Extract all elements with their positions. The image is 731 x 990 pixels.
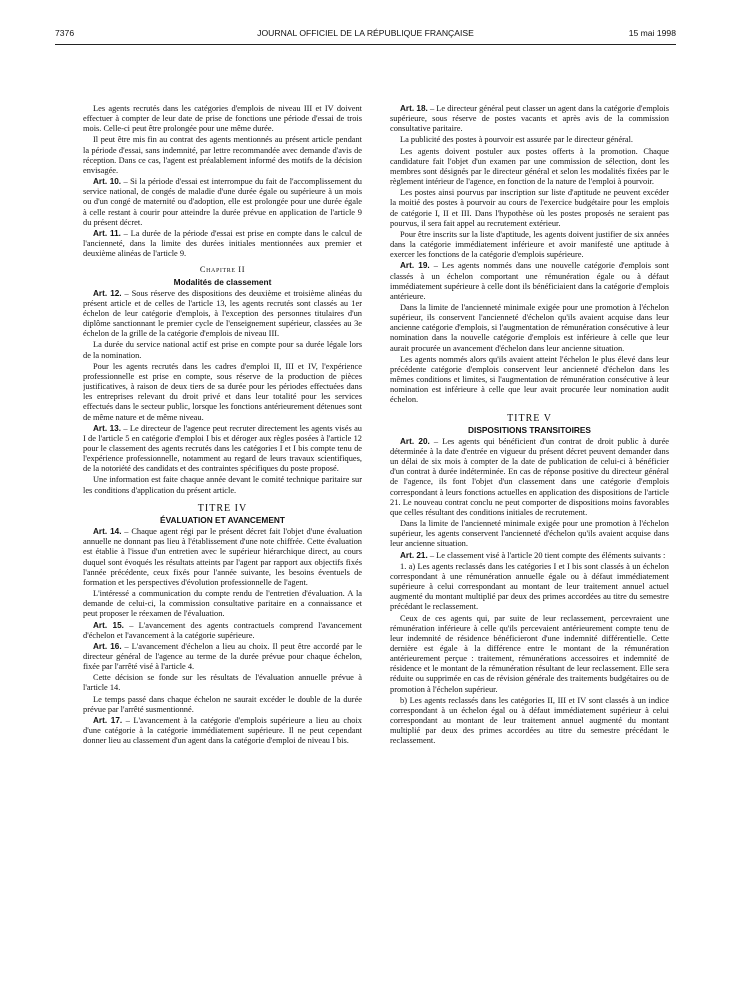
body-paragraph: b) Les agents reclassés dans les catégories II, III et IV sont classés à un indice correspondant à un échelon égal ou à défaut immédiatement supérieur à celui correspondant au montant de leur traitement annuel augmenté du montant multiplié par deux des primes accordées au titre du semestre précédant le reclassement. xyxy=(390,695,669,746)
left-column xyxy=(83,104,362,964)
article-label: Art. 16. xyxy=(93,641,122,651)
body-paragraph: 1. a) Les agents reclassés dans les catégories I et I bis sont classés à un échelon correspondant à une rémunération annuelle égale ou à défaut immédiatement supérieure à celui correspondant au montant de leur traitement annuel actuel augmenté du montant multiplié par deux des primes accordées au titre du semestre précédant le reclassement. xyxy=(390,561,669,612)
body-paragraph: Les agents recrutés dans les catégories d'emplois de niveau III et IV doivent effectuer à compter de leur date de prise de fonctions une période d'essai de trois mois. Celle-ci peut être prolongée pour une même durée. xyxy=(83,104,362,134)
article-label: Art. 14. xyxy=(93,527,122,537)
right-column xyxy=(390,104,669,964)
article-paragraph: Art. 20. – Les agents qui bénéficient d'un contrat de droit public à durée déterminée à la date d'entrée en vigueur du présent décret peuvent demander dans un délai de six mois à compter de la date de publication de celui-ci à bénéficier d'un contrat à durée indéterminée. En cas de réponse positive du directeur général de l'agence, ils font l'objet d'un classement dans une catégorie d'emplois correspondant à leurs fonctions actuelles en application des dispositions de l'article 21. Le nouveau contrat conclu ne peut comporter de dispositions moins favorables que celles résultant des conditions initiales de recrutement. xyxy=(390,436,669,517)
article-text: Chaque agent régi par le présent décret fait l'objet d'une évaluation annuelle ne donnant pas lieu à l'établissement d'une note chiffrée. Cette évaluation est établie à l'issue d'un entretien avec le supérieur hiérarchique direct, au cours duquel sont évoqués les résultats atteints par l'agent par rapport aux objectifs fixés l'année précédente, ceux fixés pour l'année suivante, les besoins éventuels de formation et les perspectives d'évolution professionnelle de l'agent. xyxy=(83,527,362,587)
chapter-heading: Chapitre II xyxy=(199,265,246,275)
article-text: Sous réserve des dispositions des deuxième et troisième alinéas du présent article et de celles de l'article 13, les agents recrutés sont classés au 1er échelon de leur catégorie d'emplois, à l'exception des personnes titulaires d'un diplôme sanctionnant le premier cycle de l'enseignement supérieur, classées au 3e échelon de la grille de la catégorie d'emplois de niveau III. xyxy=(83,288,362,339)
article-label: Art. 21. xyxy=(400,550,428,560)
body-paragraph: Pour les agents recrutés dans les cadres d'emploi II, III et IV, l'expérience professionnelle est prise en compte, sous réserve de la production de pièces justificatives, à raison de deux tiers de sa durée pour les périodes effectuées dans les entreprises relevant du droit privé et dans leur totalité pour les services effectués dans le secteur public, lorsque les fonctions antérieurement détenues sont de même nature et de même niveau. xyxy=(83,361,362,422)
body-paragraph: Le temps passé dans chaque échelon ne saurait excéder le double de la durée prévue par l'arrêté susmentionné. xyxy=(83,694,362,714)
body-paragraph: Une information est faite chaque année devant le comité technique paritaire sur les conditions d'application du présent article. xyxy=(83,475,362,495)
article-label: Art. 13. xyxy=(93,423,121,433)
article-label: Art. 10. xyxy=(93,177,122,187)
body-paragraph: L'intéressé a communication du compte rendu de l'entretien d'évaluation. A la demande de celui-ci, la commission consultative paritaire en a connaissance et peut proposer le réexamen de l'évaluation. xyxy=(83,589,362,619)
publication-date: 15 mai 1998 xyxy=(628,28,676,38)
article-paragraph: Art. 12. – Sous réserve des dispositions des deuxième et troisième alinéas du présent article et de celles de l'article 13, les agents recrutés sont classés au 1er échelon de leur catégorie d'emplois, à l'exception des personnes titulaires d'un diplôme sanctionnant le premier cycle de l'enseignement supérieur, classées au 3e échelon de la grille de la catégorie d'emplois de niveau III. xyxy=(83,288,362,339)
body-paragraph: Cette décision se fonde sur les résultats de l'évaluation annuelle prévue à l'article 14. xyxy=(83,673,362,693)
body-paragraph: Pour être inscrits sur la liste d'aptitude, les agents doivent justifier de six années dans la catégorie immédiatement inférieure et avoir manifesté une aptitude à exercer les fonctions de la catégorie d'emplois supérieure. xyxy=(390,229,669,260)
article-label: Art. 17. xyxy=(93,715,123,725)
section-heading: Modalités de classement xyxy=(173,276,272,287)
page-header xyxy=(55,28,676,42)
article-paragraph: Art. 21. – Le classement visé à l'article 20 tient compte des éléments suivants : xyxy=(400,550,666,560)
section-heading: DISPOSITIONS TRANSITOIRES xyxy=(468,424,591,435)
article-label: Art. 19. xyxy=(400,261,430,271)
article-text: La durée de la période d'essai est prise en compte dans le calcul de l'ancienneté, dans la limite des durées initiales mentionnées aux premier et deuxième alinéas de l'article 9. xyxy=(83,228,362,259)
body-paragraph: Dans la limite de l'ancienneté minimale exigée pour une promotion à l'échelon supérieur, ils conservent l'ancienneté d'échelon qu'ils avaient acquise dans leur ancienne catégorie d'emplois, si l'augmentation de rémunération consécutive à leur nomination dans la nouvelle catégorie d'emplois est inférieure à celle que leur aurait procurée un avancement d'échelon dans leur ancienne situation. xyxy=(390,302,669,353)
article-text: Le directeur général peut classer un agent dans la catégorie d'emplois supérieure, sous réserve de postes vacants et après avis de la commission consultative paritaire. xyxy=(390,104,669,134)
article-text: L'avancement des agents contractuels comprend l'avancement d'échelon et l'avancement à la catégorie supérieure. xyxy=(83,620,362,640)
article-label: Art. 11. xyxy=(93,228,121,238)
article-paragraph: Art. 19. – Les agents nommés dans une nouvelle catégorie d'emplois sont classés à un échelon comportant une rémunération égale ou à défaut immédiatement supérieure à celle dont ils bénéficiaient dans la catégorie d'emplois antérieure. xyxy=(390,261,669,301)
article-text: Le directeur de l'agence peut recruter directement les agents visés au I de l'article 5 en catégorie d'emploi I bis et déroger aux règles posées à l'article 12 pour le classement des agents recrutés dans les catégories I et I bis compte tenu de l'expérience professionnelle, notamment au regard de leurs travaux scientifiques, de la notoriété des candidats et des contraintes spécifiques du poste proposé. xyxy=(83,423,362,474)
article-paragraph: Art. 13. – Le directeur de l'agence peut recruter directement les agents visés au I de l'article 5 en catégorie d'emploi I bis et déroger aux règles posées à l'article 12 pour le classement des agents recrutés dans les catégories I et I bis compte tenu de l'expérience professionnelle, notamment au regard de leurs travaux scientifiques, de la notoriété des candidats et des contraintes spécifiques du poste proposé. xyxy=(83,423,362,474)
article-paragraph: Art. 11. – La durée de la période d'essai est prise en compte dans le calcul de l'ancienneté, dans la limite des durées initiales mentionnées aux premier et deuxième alinéas de l'article 9. xyxy=(83,228,362,259)
article-paragraph: Art. 17. – L'avancement à la catégorie d'emplois supérieure a lieu au choix d'une catégorie à la catégorie immédiatement supérieure. Il ne peut cependant donner lieu au classement d'un agent dans la catégorie d'emploi de niveau I bis. xyxy=(83,715,362,746)
body-paragraph: La publicité des postes à pourvoir est assurée par le directeur général. xyxy=(400,135,634,145)
article-text: Les agents qui bénéficient d'un contrat de droit public à durée déterminée à la date d'entrée en vigueur du présent décret peuvent demander dans un délai de six mois à compter de la date de publication de celui-ci à bénéficier d'un contrat à durée indéterminée. En cas de réponse positive du directeur général de l'agence, ils font l'objet d'un classement dans une catégorie d'emplois correspondant à leurs fonctions actuelles en application des dispositions de l'article 21. Le nouveau contrat conclu ne peut comporter de dispositions moins favorables que celles résultant des conditions initiales de recrutement. xyxy=(390,436,669,517)
body-paragraph: Dans la limite de l'ancienneté minimale exigée pour une promotion à l'échelon supérieur, les agents conservent l'ancienneté d'échelon qu'ils avaient acquise dans leur ancienne situation. xyxy=(390,519,669,549)
body-paragraph: Les postes ainsi pourvus par inscription sur liste d'aptitude ne peuvent excéder la moitié des postes à pourvoir au cours de l'exercice budgétaire pour les emplois de catégorie I, II et III. Dans l'hypothèse où les postes proposés ne seraient pas pourvus, il sera fait appel au recrutement extérieur. xyxy=(390,188,669,228)
article-text: Le classement visé à l'article 20 tient compte des éléments suivants : xyxy=(436,550,666,560)
titre-heading: TITRE V xyxy=(507,412,552,424)
article-text: Si la période d'essai est interrompue du fait de l'accomplissement du service national, de congés de maladie d'une durée égale ou supérieure à un mois ou d'un congé de maternité ou d'adoption, elle est prolongée pour une durée égale à celle restant à courir pour atteindre la durée prévue en application de l'article 9 du présent décret. xyxy=(83,177,362,227)
body-paragraph: Les agents doivent postuler aux postes offerts à la promotion. Chaque candidature fait l'objet d'un examen par une commission de sélection, dont les membres sont désignés par le directeur général et selon les modalités fixées par le règlement intérieur de l'agence, en fonction de la nature de l'emploi à pourvoir. xyxy=(390,146,669,187)
article-paragraph: Art. 15. – L'avancement des agents contractuels comprend l'avancement d'échelon et l'avancement à la catégorie supérieure. xyxy=(83,620,362,640)
article-paragraph: Art. 10. – Si la période d'essai est interrompue du fait de l'accomplissement du service national, de congés de maladie d'une durée égale ou supérieure à un mois ou d'un congé de maternité ou d'adoption, elle est prolongée pour une durée égale à celle restant à courir pour atteindre la durée prévue en application de l'article 9 du présent décret. xyxy=(83,177,362,227)
article-label: Art. 18. xyxy=(400,104,428,113)
article-text: Les agents nommés dans une nouvelle catégorie d'emplois sont classés à un échelon comportant une rémunération égale ou à défaut immédiatement supérieure à celle dont ils bénéficiaient dans la catégorie d'emplois antérieure. xyxy=(390,261,669,301)
article-paragraph: Art. 16. – L'avancement d'échelon a lieu au choix. Il peut être accordé par le directeur général de l'agence au terme de la durée prévue pour chaque échelon, fixée par l'arrêté visé à l'article 4. xyxy=(83,641,362,672)
section-heading: ÉVALUATION ET AVANCEMENT xyxy=(160,514,285,525)
journal-title: JOURNAL OFFICIEL DE LA RÉPUBLIQUE FRANÇAISE xyxy=(257,28,474,38)
body-paragraph: La durée du service national actif est prise en compte pour sa durée légale lors de la nomination. xyxy=(83,340,362,360)
article-text: L'avancement à la catégorie d'emplois supérieure a lieu au choix d'une catégorie à la catégorie immédiatement supérieure. Il ne peut cependant donner lieu au classement d'un agent dans la catégorie d'emploi de niveau I bis. xyxy=(83,715,362,746)
article-label: Art. 15. xyxy=(93,620,124,630)
article-text: L'avancement d'échelon a lieu au choix. Il peut être accordé par le directeur général de l'agence au terme de la durée prévue pour chaque échelon, fixée par l'arrêté visé à l'article 4. xyxy=(83,641,362,672)
article-paragraph: Art. 18. – Le directeur général peut classer un agent dans la catégorie d'emplois supérieure, sous réserve de postes vacants et après avis de la commission consultative paritaire. xyxy=(390,104,669,134)
header-rule xyxy=(55,44,676,45)
page-number: 7376 xyxy=(55,28,75,38)
article-label: Art. 12. xyxy=(93,288,122,298)
body-paragraph: Les agents nommés alors qu'ils avaient atteint l'échelon le plus élevé dans leur précédente catégorie d'emplois conservent leur ancienneté d'échelon dans les mêmes conditions et limites, si l'augmentation de rémunération consécutive à leur nomination est inférieure à celle que leur avait procurée leur nomination audit échelon. xyxy=(390,354,669,405)
body-paragraph: Ceux de ces agents qui, par suite de leur reclassement, percevraient une rémunération inférieure à celle qu'ils percevaient antérieurement compte tenu de leur indemnité de résidence bénéficieront d'une indemnité différentielle. Cette dernière est égale à la différence entre le montant de la rémunération antérieurement perçue : traitement, rémunérations accessoires et indemnité de résidence et le montant de la rémunération résultant de leur reclassement. Elle sera réduite ou supprimée en cas de révision générale des traitements budgétaires ou de promotion à l'échelon supérieur. xyxy=(390,613,669,694)
article-label: Art. 20. xyxy=(400,436,430,446)
titre-heading: TITRE IV xyxy=(197,502,248,514)
body-paragraph: Il peut être mis fin au contrat des agents mentionnés au présent article pendant la période d'essai, sans indemnité, par lettre recommandée avec demande d'avis de réception. Dans ce cas, l'agent est préalablement informé des motifs de la décision envisagée. xyxy=(83,135,362,175)
article-paragraph: Art. 14. – Chaque agent régi par le présent décret fait l'objet d'une évaluation annuelle ne donnant pas lieu à l'établissement d'une note chiffrée. Cette évaluation est établie à l'issue d'un entretien avec le supérieur hiérarchique direct, au cours duquel sont évoqués les résultats atteints par l'agent par rapport aux objectifs fixés l'année précédente, ceux fixés pour l'année suivante, les besoins éventuels de formation et les perspectives d'évolution professionnelle de l'agent. xyxy=(83,527,362,587)
